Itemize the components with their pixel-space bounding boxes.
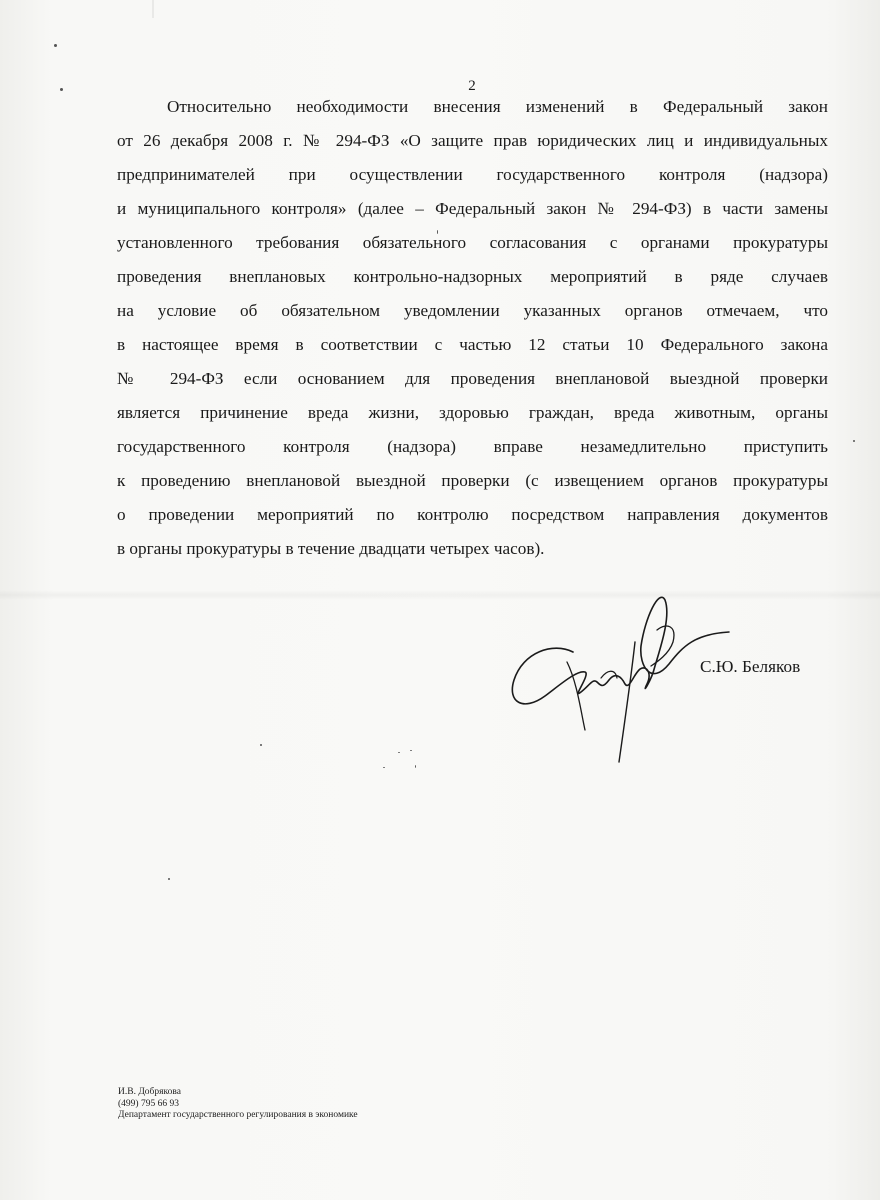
paragraph-line: является причинение вреда жизни, здоровью граждан, вреда животным, органы	[117, 403, 828, 422]
scan-speck	[168, 878, 170, 880]
paragraph-line: в органы прокуратуры в течение двадцати четырех часов).	[117, 539, 545, 558]
paragraph-line: в настоящее время в соответствии с частью 12 статьи 10 Федерального закона	[117, 335, 828, 354]
paragraph-line: установленного требования обязательного согласования с органами прокуратуры	[117, 233, 828, 252]
scan-speck	[260, 744, 262, 746]
signer-name: С.Ю. Беляков	[700, 657, 801, 676]
paper-edge-mark	[152, 0, 154, 18]
paragraph-line: к проведению внеплановой выездной проверки (с извещением органов прокуратуры	[117, 471, 828, 490]
executor-name: И.В. Добрякова	[118, 1087, 181, 1097]
scan-speck	[54, 44, 57, 47]
paragraph-line: предпринимателей при осуществлении государственного контроля (надзора)	[117, 165, 828, 184]
scan-speck	[415, 765, 416, 768]
paragraph-line: о проведении мероприятий по контролю посредством направления документов	[117, 505, 828, 524]
paragraph-line: и муниципального контроля» (далее – Федеральный закон № 294-ФЗ) в части замены	[117, 199, 828, 218]
paragraph-line: № 294-ФЗ если основанием для проведения внеплановой выездной проверки	[117, 369, 828, 388]
executor-block	[118, 1087, 358, 1122]
page-number: 2	[468, 78, 476, 94]
paragraph-line: проведения внеплановых контрольно-надзорных мероприятий в ряде случаев	[117, 267, 828, 286]
scan-speck	[383, 767, 385, 768]
scan-speck	[410, 750, 412, 751]
executor-department: Департамент государственного регулирования в экономике	[118, 1110, 358, 1120]
paper-fold-shadow	[0, 590, 880, 600]
scan-speck	[853, 440, 855, 442]
paragraph-line: Относительно необходимости внесения изменений в Федеральный закон	[167, 97, 828, 116]
paragraph-line: от 26 декабря 2008 г. № 294-ФЗ «О защите прав юридических лиц и индивидуальных	[117, 131, 828, 150]
scan-speck	[398, 752, 400, 753]
paragraph-line: на условие об обязательном уведомлении указанных органов отмечаем, что	[117, 301, 828, 320]
executor-phone: (499) 795 66 93	[118, 1098, 179, 1109]
letter-paragraph	[117, 90, 828, 566]
handwritten-signature	[505, 590, 735, 770]
paragraph-line: государственного контроля (надзора) вправе незамедлительно приступить	[117, 437, 828, 456]
